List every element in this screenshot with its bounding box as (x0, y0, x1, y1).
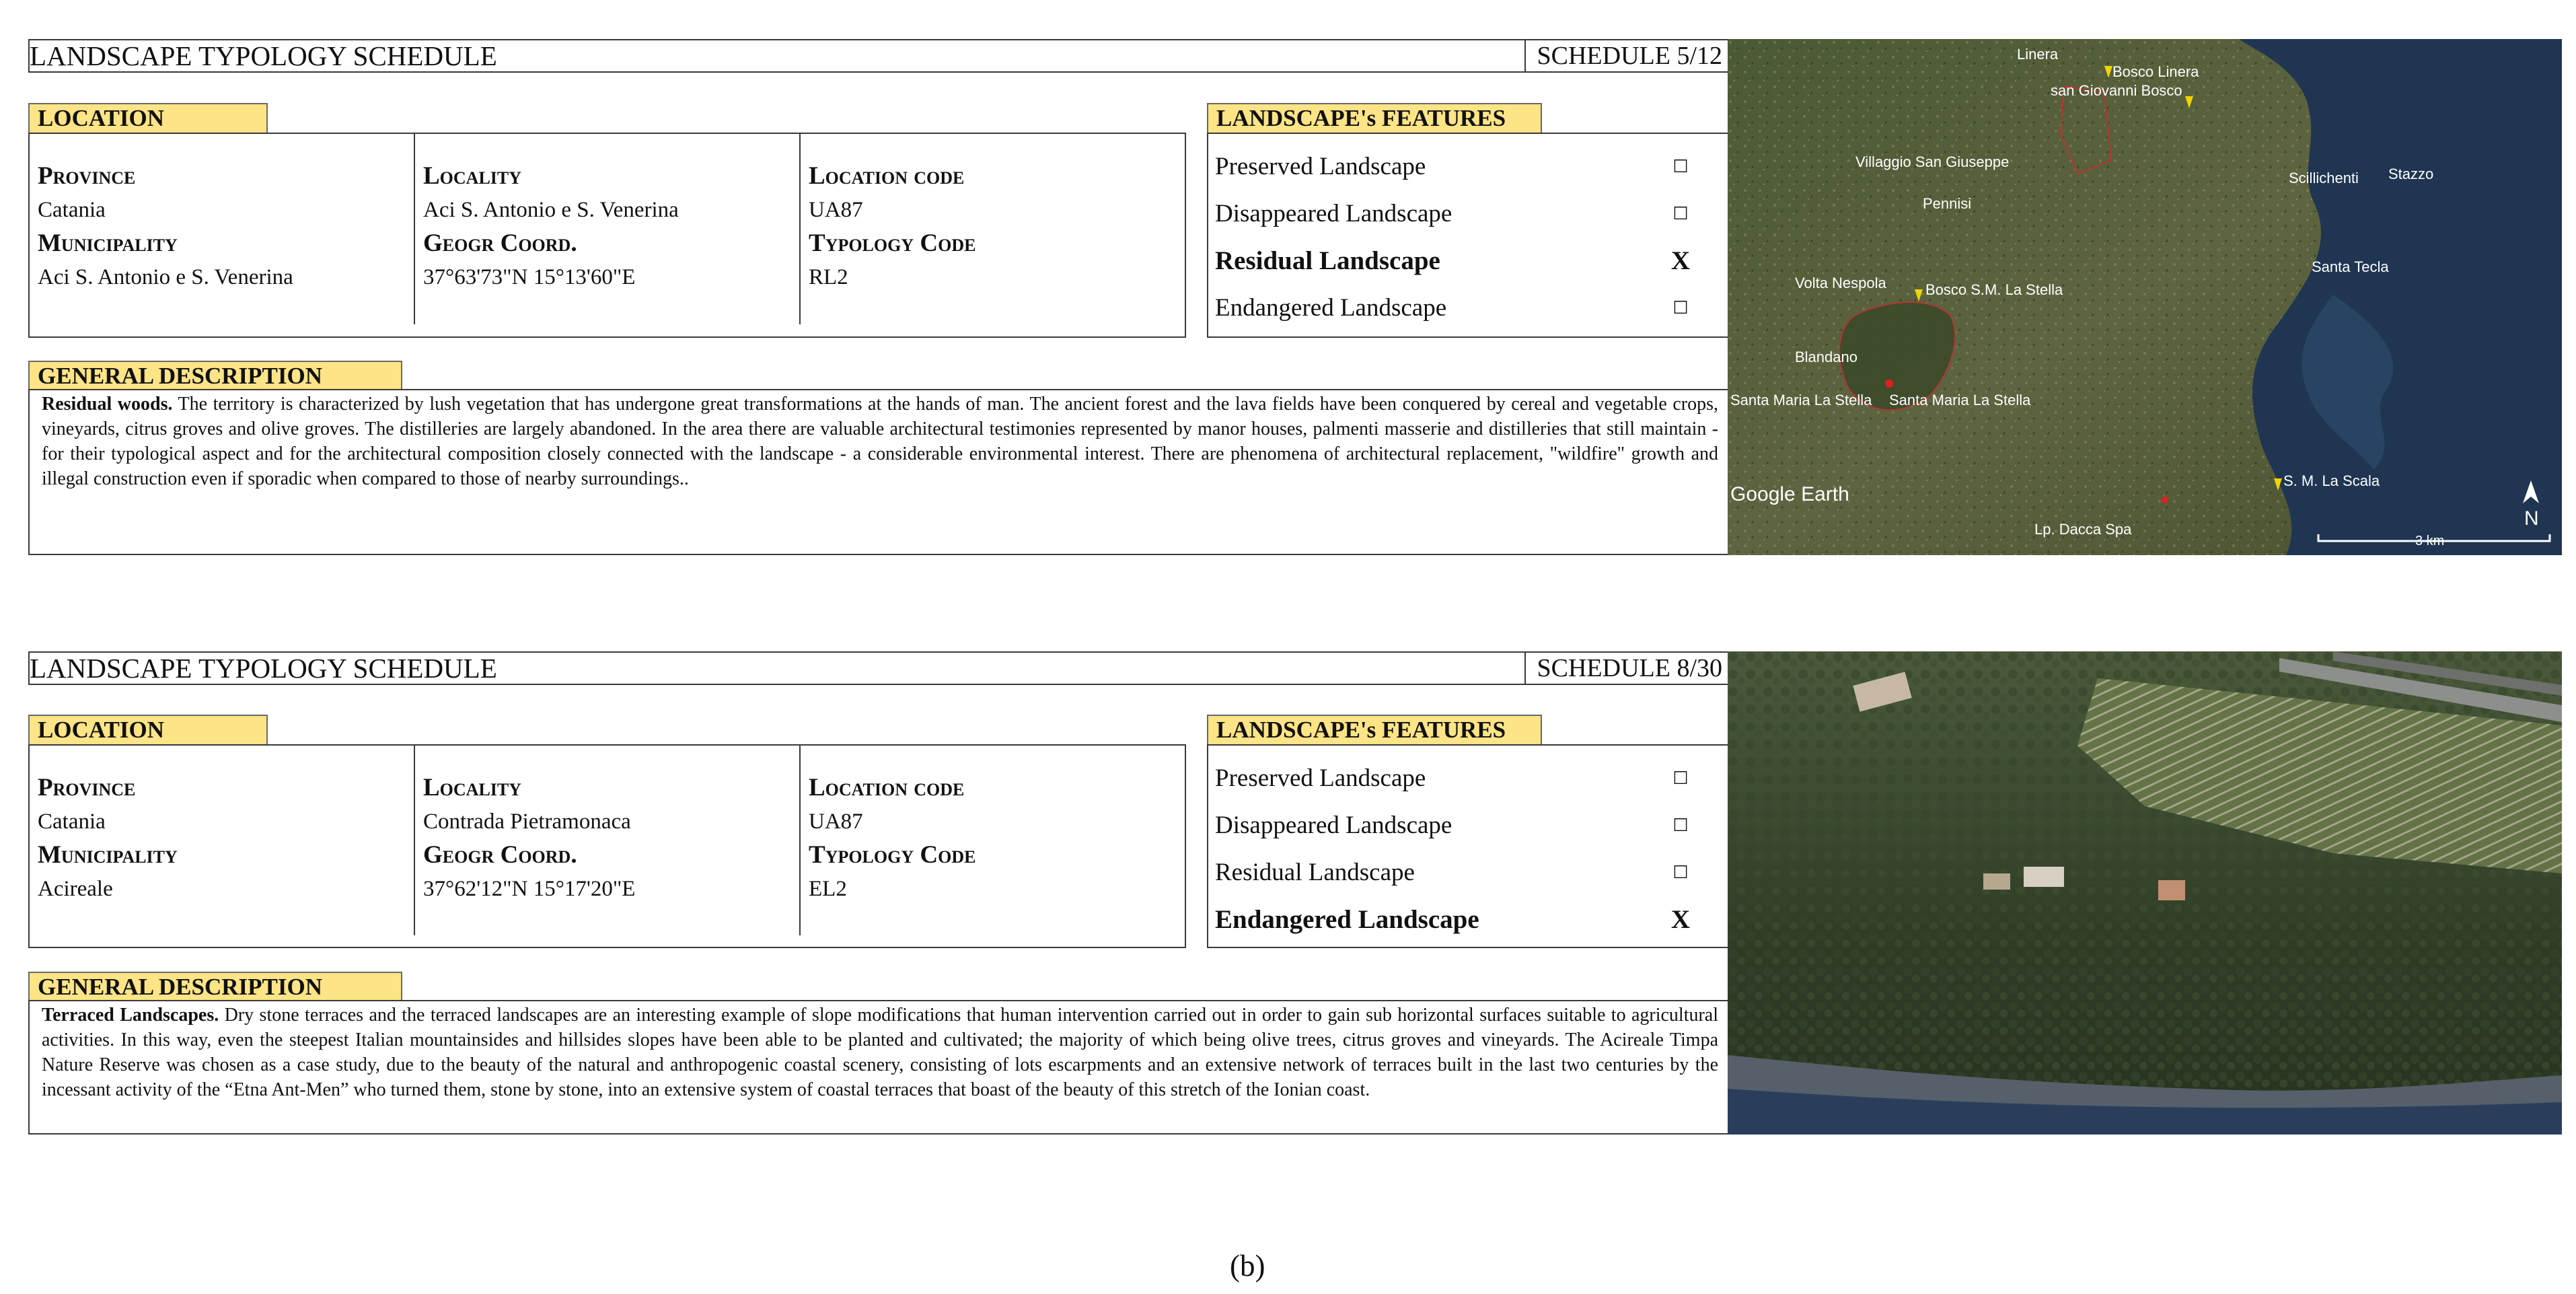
feature-preserved (1215, 755, 1729, 802)
feature-endangered (1215, 896, 1729, 943)
features-header: LANDSCAPE's FEATURES (1207, 715, 1542, 746)
map-label: Pennisi (1923, 195, 1972, 212)
description-text (28, 1003, 1729, 1102)
location-code-value: UA87 (809, 810, 863, 834)
figure-caption: (b) (1230, 1249, 1265, 1283)
schedule-title: LANDSCAPE TYPOLOGY SCHEDULE (30, 653, 497, 684)
map-label: Blandano (1795, 349, 1857, 365)
map-label: Santa Maria La Stella (1889, 392, 2031, 408)
location-header: LOCATION (28, 103, 268, 134)
province-column (28, 133, 413, 294)
checkbox-icon[interactable]: ☐ (1672, 816, 1689, 835)
description-header: GENERAL DESCRIPTION (28, 972, 402, 1001)
feature-label: Endangered Landscape (1215, 905, 1479, 934)
satellite-map-image (1728, 39, 2562, 555)
feature-residual (1215, 849, 1729, 896)
typology-code-value: RL2 (809, 265, 848, 289)
features-list (1207, 133, 1729, 332)
map-label: Volta Nespola (1795, 275, 1886, 291)
codes-column (799, 133, 1184, 294)
features-list (1207, 744, 1729, 943)
map-label: S. M. La Scala (2283, 472, 2380, 489)
schedule-number: SCHEDULE 5/12 (1537, 42, 1722, 70)
description-header: GENERAL DESCRIPTION (28, 361, 402, 390)
province-value: Catania (38, 198, 106, 222)
locality-label: Locality (423, 774, 522, 801)
map-label: Bosco Linera (2112, 63, 2199, 80)
checkbox-icon[interactable]: ☐ (1672, 863, 1689, 882)
coordinates-label: Geogr Coord. (423, 841, 577, 869)
location-header: LOCATION (28, 715, 268, 746)
municipality-value: Aci S. Antonio e S. Venerina (38, 265, 293, 289)
municipality-value: Acireale (38, 877, 113, 901)
aerial-photo-image (1728, 651, 2562, 1135)
municipality-label: Municipality (38, 229, 178, 257)
description-body: The territory is characterized by lush vegetation that has undergone great transformations at the hands of man. The ancient forest and the lava fields have been conquered by cereal and vegetable crops, vineyards, citrus groves and olive groves. The distilleries are largely abandoned. In the area there are valuable architectural testimonies represented by manor houses, palmenti masserie and distilleries that still maintain - for their typological aspect and for the architectural composition closely connected with the landscape - a considerable environmental interest. There are phenomena of architectural replacement, "wildfire" growth and illegal construction even if sporadic when compared to those of nearby surroundings.. (42, 394, 1719, 489)
feature-label: Endangered Landscape (1215, 294, 1447, 322)
checkbox-icon[interactable]: ☐ (1672, 298, 1689, 318)
province-label: Province (38, 774, 136, 801)
checkbox-icon[interactable]: ☐ (1672, 204, 1689, 223)
feature-label: Disappeared Landscape (1215, 200, 1452, 227)
feature-endangered (1215, 285, 1729, 332)
checked-x-icon[interactable]: X (1670, 246, 1691, 275)
description-lead: Terraced Landscapes. (42, 1005, 219, 1026)
locality-column (414, 744, 799, 906)
north-label: N (2524, 507, 2539, 530)
schedule-number: SCHEDULE 8/30 (1537, 654, 1722, 682)
feature-disappeared (1215, 190, 1729, 238)
map-label: Bosco S.M. La Stella (1925, 281, 2063, 298)
description-body: Dry stone terraces and the terraced landscapes are an interesting example of slope modifications that human intervention carried out in order to gain sub horizontal surfaces suitable to agricultural activities. In this way, even the steepest Italian mountainsides and hillsides slopes have been able to be planted and cultivated; the majority of which being olive trees, citrus groves and vineyards. The Acireale Timpa Nature Reserve was chosen as a case study, due to the beauty of the natural and anthropogenic coastal scenery, consisting of lots escarpments and an extensive network of terraces built in the last two centuries by the incessant activity of the “Etna Ant-Men” who turned them, stone by stone, into an extensive system of coastal terraces that boast of the beauty of this stretch of the Ionian coast. (42, 1005, 1718, 1100)
checked-x-icon[interactable]: X (1670, 905, 1691, 934)
map-label: Santa Tecla (2312, 258, 2389, 275)
feature-label: Disappeared Landscape (1215, 812, 1452, 839)
location-code-label: Location code (809, 162, 965, 190)
map-label: san Giovanni Bosco (2051, 82, 2182, 99)
checkbox-icon[interactable]: ☐ (1672, 768, 1689, 788)
feature-label: Residual Landscape (1215, 246, 1440, 275)
feature-label: Residual Landscape (1215, 859, 1415, 886)
locality-value: Contrada Pietramonaca (423, 810, 631, 834)
typology-code-label: Typology Code (809, 841, 976, 869)
typology-code-label: Typology Code (809, 229, 976, 257)
description-lead: Residual woods. (42, 394, 173, 415)
map-label: Scillichenti (2289, 170, 2359, 186)
feature-disappeared (1215, 802, 1729, 849)
description-text (28, 392, 1729, 491)
map-label: Santa Maria La Stella (1730, 392, 1872, 408)
features-header: LANDSCAPE's FEATURES (1207, 103, 1542, 134)
province-column (28, 744, 413, 906)
coordinates-label: Geogr Coord. (423, 229, 577, 257)
province-label: Province (38, 162, 136, 190)
map-label: Lp. Dacca Spa (2034, 521, 2132, 538)
checkbox-icon[interactable]: ☐ (1672, 157, 1689, 176)
locality-column (414, 133, 799, 294)
coordinates-value: 37°62'12"N 15°17'20"E (423, 877, 636, 901)
feature-label: Preserved Landscape (1215, 764, 1426, 792)
google-earth-logo: Google Earth (1730, 483, 1849, 505)
feature-preserved (1215, 143, 1729, 190)
scale-label: 3 km (2415, 534, 2445, 548)
municipality-label: Municipality (38, 841, 178, 869)
province-value: Catania (38, 810, 106, 834)
locality-label: Locality (423, 162, 522, 190)
map-label: Linera (2017, 46, 2059, 63)
map-label: Stazzo (2388, 166, 2434, 182)
schedule-title: LANDSCAPE TYPOLOGY SCHEDULE (30, 40, 497, 71)
location-code-label: Location code (809, 774, 965, 801)
coordinates-value: 37°63'73"N 15°13'60"E (423, 265, 636, 289)
feature-residual (1215, 238, 1729, 285)
typology-code-value: EL2 (809, 877, 847, 901)
map-label: Villaggio San Giuseppe (1855, 153, 2010, 170)
codes-column (799, 744, 1184, 906)
feature-label: Preserved Landscape (1215, 153, 1426, 180)
location-code-value: UA87 (809, 198, 863, 222)
locality-value: Aci S. Antonio e S. Venerina (423, 198, 679, 222)
